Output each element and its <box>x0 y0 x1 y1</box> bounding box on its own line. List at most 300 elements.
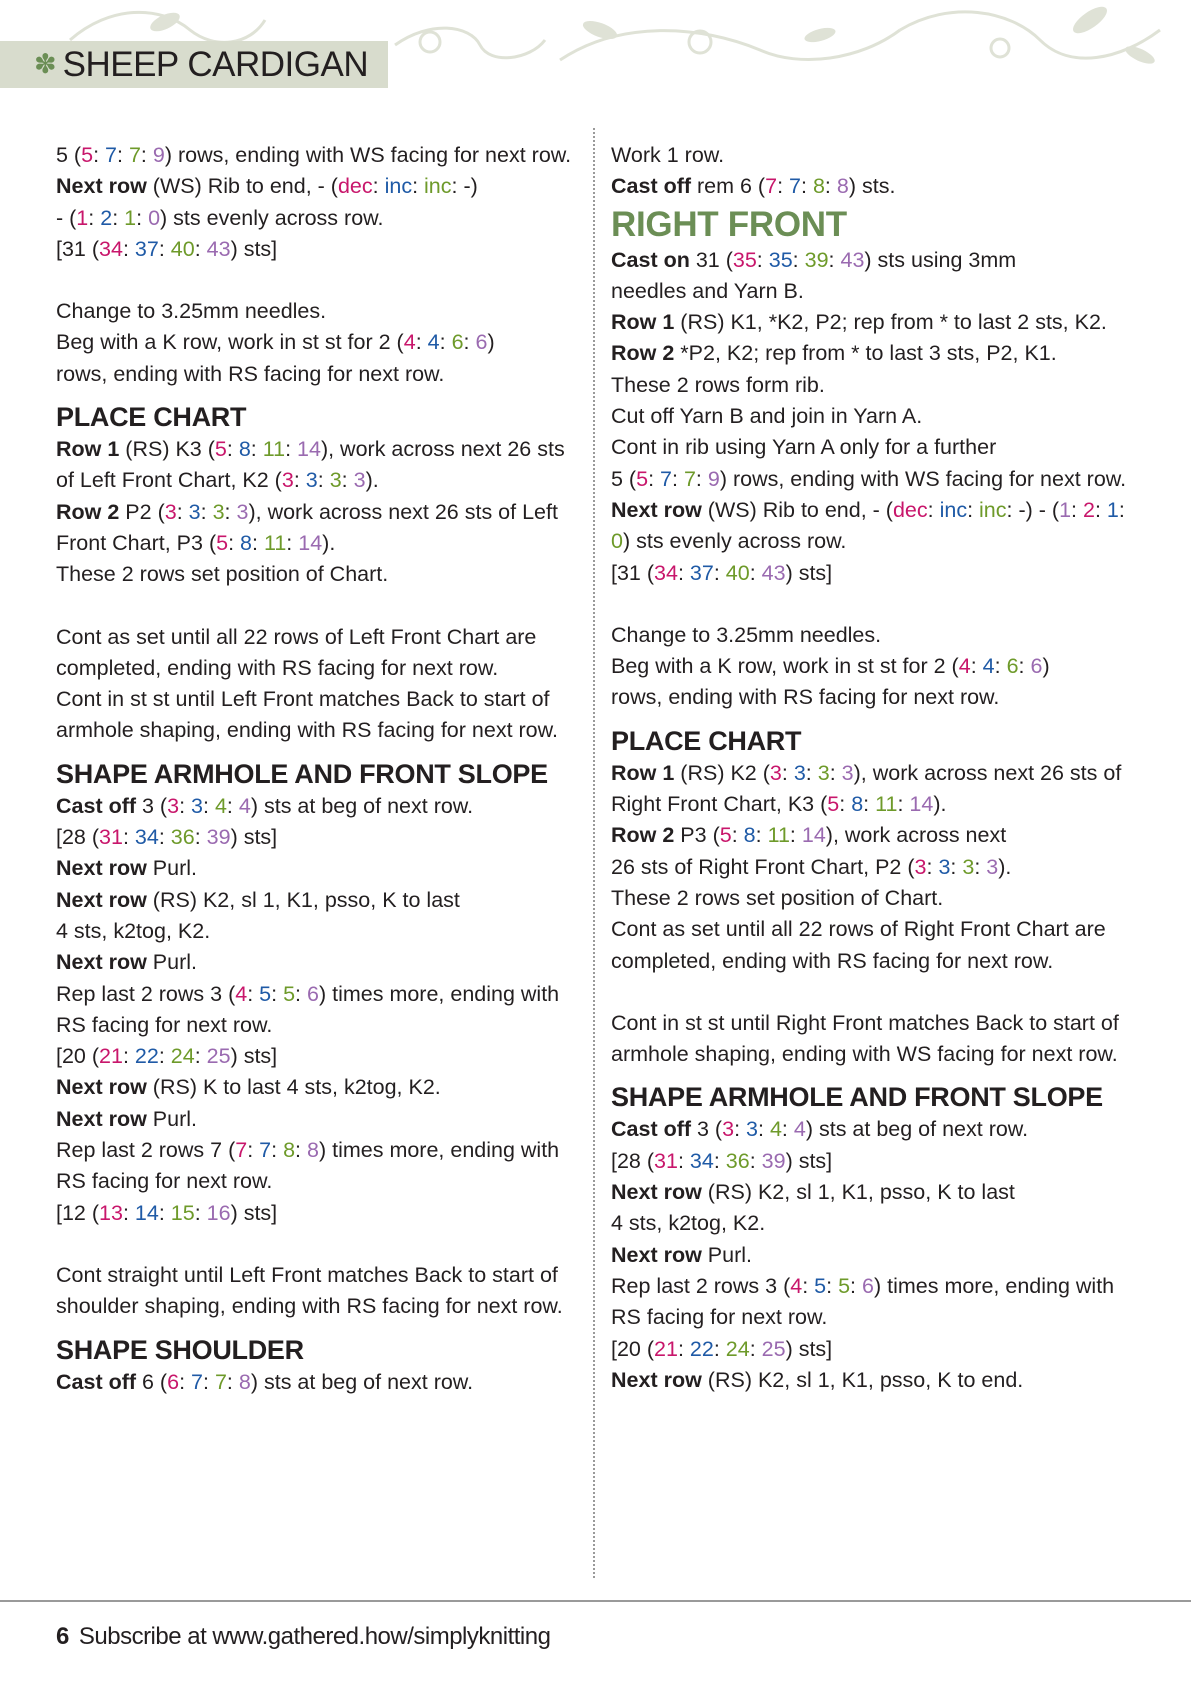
text-segment: Rep last 2 rows 3 ( <box>56 981 236 1006</box>
stitch-count <box>56 1041 576 1072</box>
pattern-line: These 2 rows form rib. <box>611 372 825 397</box>
text-segment: : <box>293 468 306 493</box>
size-value: dec <box>337 174 373 199</box>
pattern-line: Cont in st st until Left Front matches Back to start of armhole shaping, ending with RS facing for next row. <box>56 687 558 743</box>
text-segment: (RS) K3 ( <box>119 437 215 462</box>
size-value: 34 <box>134 825 159 850</box>
text-segment: - ( <box>56 205 77 230</box>
size-value: 36 <box>170 825 195 850</box>
page-title: SHEEP CARDIGAN <box>62 45 369 84</box>
text-segment: : -) - ( <box>1006 497 1060 522</box>
size-value: 14 <box>297 437 321 462</box>
text-segment: ) times more, ending with RS facing for next row. <box>56 981 560 1037</box>
text-segment: : <box>247 981 260 1006</box>
text-segment: ) sts] <box>785 1336 833 1361</box>
size-value: 5 <box>216 530 229 555</box>
text-segment: : <box>122 1200 135 1225</box>
pattern-line: Cont as set until all 22 rows of Right Front Chart are completed, ending with RS facing for next row. <box>611 917 1106 973</box>
footer-rule <box>0 1600 1191 1602</box>
text-segment: : <box>802 1273 815 1298</box>
size-value: 5 <box>636 466 649 491</box>
size-value: 3 <box>164 499 177 524</box>
text-segment: ) sts] <box>230 1044 278 1069</box>
size-value: 9 <box>152 143 165 167</box>
text-segment: : <box>749 1336 762 1361</box>
size-value: 21 <box>654 1336 678 1361</box>
pattern-line <box>56 327 576 358</box>
text-segment: : <box>805 760 818 785</box>
text-segment: : <box>792 247 805 272</box>
text-segment: : <box>285 437 298 462</box>
text-segment: : <box>203 793 215 818</box>
stitch-count <box>56 822 576 853</box>
size-value: 3 <box>305 468 318 493</box>
size-value: 24 <box>725 1336 750 1361</box>
size-value: 6 <box>1030 654 1043 679</box>
size-value: 5 <box>283 981 296 1006</box>
pattern-line <box>611 1271 1141 1334</box>
text-segment: ) sts] <box>230 236 278 261</box>
text-segment: ) sts at beg of next row. <box>250 793 474 818</box>
size-value: 3 <box>986 854 999 879</box>
size-value: 6 <box>167 1369 180 1394</box>
section-heading-right-front: RIGHT FRONT <box>611 204 847 244</box>
text-segment: 5 ( <box>611 466 637 491</box>
size-value: 8 <box>743 823 756 848</box>
size-value: 7 <box>105 143 117 167</box>
size-value: 7 <box>191 1369 203 1394</box>
text-segment: ), work across next 26 sts of Left Front Chart, K2 ( <box>56 437 565 493</box>
text-segment: : <box>93 143 106 167</box>
pattern-line: Next row Purl. <box>56 950 197 975</box>
size-value: 11 <box>263 530 287 555</box>
text-segment: : <box>731 823 744 848</box>
text-segment: ) times more, ending with RS facing for next row. <box>611 1273 1115 1330</box>
text-segment: : <box>970 654 983 679</box>
pattern-line: Cut off Yarn B and join in Yarn A. <box>611 404 923 429</box>
size-value: 4 <box>958 654 971 679</box>
text-segment: [31 ( <box>56 236 100 261</box>
section-heading-shape-shoulder: SHAPE SHOULDER <box>56 1334 304 1365</box>
text-segment: : <box>271 981 284 1006</box>
stitch-count <box>56 234 576 265</box>
section-heading-shape-armhole: SHAPE ARMHOLE AND FRONT SLOPE <box>611 1082 1103 1113</box>
size-value: 3 <box>188 499 201 524</box>
pattern-line: Next row (WS) Rib to end, - (dec: inc: inc: -) - (1: 2: 1: 0) sts evenly across row. <box>611 497 1125 554</box>
size-value: 6 <box>1006 654 1019 679</box>
size-value: 5 <box>827 792 840 817</box>
size-value: 5 <box>81 143 94 167</box>
text-segment: : <box>994 654 1007 679</box>
text-segment: : <box>295 981 307 1006</box>
header-title-bar <box>0 41 388 88</box>
clover-icon: ✽ <box>34 49 57 79</box>
text-segment: 26 sts of Right Front Chart, P2 ( <box>611 854 915 879</box>
size-value: 8 <box>812 174 825 199</box>
text-segment: [20 ( <box>611 1336 655 1361</box>
pattern-line: Change to 3.25mm needles. <box>56 299 327 324</box>
text-segment: ) sts at beg of next row. <box>805 1117 1029 1142</box>
text-segment: : <box>176 499 189 524</box>
text-segment: : <box>756 247 769 272</box>
size-value: 14 <box>801 823 826 848</box>
stitch-count <box>611 1146 1141 1177</box>
text-segment: : <box>112 205 125 230</box>
text-segment: ) sts] <box>230 825 278 850</box>
section-heading-place-chart: PLACE CHART <box>56 402 247 433</box>
size-value: 4 <box>769 1117 782 1142</box>
size-value: 3 <box>212 499 225 524</box>
size-value: 4 <box>427 330 440 355</box>
size-value: 4 <box>793 1117 806 1142</box>
size-value: 37 <box>134 236 159 261</box>
stitch-count <box>611 1334 1141 1365</box>
size-value: 39 <box>804 247 829 272</box>
size-value: 3 <box>329 468 342 493</box>
text-segment: : <box>1118 497 1125 522</box>
text-segment: : <box>713 1336 726 1361</box>
size-value: inc <box>384 174 413 199</box>
text-segment: ). <box>322 530 336 555</box>
size-value: 3 <box>841 760 854 785</box>
text-segment: : <box>88 205 101 230</box>
text-segment: : <box>950 854 963 879</box>
pattern-line: These 2 rows set position of Chart. <box>56 562 389 587</box>
text-segment: Rep last 2 rows 7 ( <box>56 1138 236 1163</box>
text-segment: : <box>829 760 842 785</box>
size-value: 11 <box>262 437 286 462</box>
pattern-line: needles and Yarn B. <box>611 278 804 303</box>
text-segment: : <box>734 1117 747 1142</box>
text-segment: [31 ( <box>611 560 655 585</box>
pattern-line: 4 sts, k2tog, K2. <box>611 1211 766 1236</box>
pattern-line: Next row (RS) K2, sl 1, K1, psso, K to last <box>611 1180 1015 1205</box>
size-value: 3 <box>817 760 830 785</box>
pattern-line: Next row (RS) K2, sl 1, K1, psso, K to last <box>56 887 460 912</box>
text-segment: ) sts at beg of next row. <box>250 1369 474 1394</box>
size-value: 8 <box>238 1369 251 1394</box>
text-segment: : <box>250 437 263 462</box>
size-value: 9 <box>707 466 720 491</box>
pattern-line: rows, ending with RS facing for next row. <box>56 361 445 386</box>
size-value: 3 <box>769 760 782 785</box>
page-number: 6 <box>56 1623 69 1650</box>
text-segment: : <box>412 174 425 199</box>
size-value: 3 <box>914 854 927 879</box>
size-value: 6 <box>475 330 488 355</box>
text-segment: : <box>179 1369 192 1394</box>
text-segment: : <box>247 1138 260 1163</box>
text-segment: : <box>824 174 837 199</box>
size-value: 16 <box>206 1200 231 1225</box>
size-value: 5 <box>719 823 732 848</box>
size-value: 24 <box>170 1044 195 1069</box>
text-segment: : <box>194 825 207 850</box>
size-value: 3 <box>167 793 180 818</box>
pattern-line: Row 1 (RS) K1, *K2, P2; rep from * to last 2 sts, K2. <box>611 310 1107 335</box>
text-segment: : <box>194 1200 207 1225</box>
text-segment: : <box>224 499 237 524</box>
pattern-line <box>611 651 1141 682</box>
size-value: 43 <box>761 560 786 585</box>
size-value: 14 <box>134 1200 159 1225</box>
text-segment: 3 ( <box>691 1117 723 1142</box>
pattern-line: 4 sts, k2tog, K2. <box>56 918 211 943</box>
text-segment: : <box>897 792 910 817</box>
text-segment: ) sts evenly across row. <box>622 529 847 554</box>
size-value: 11 <box>767 823 790 848</box>
size-value: 39 <box>761 1148 786 1173</box>
size-value: 14 <box>298 530 323 555</box>
pattern-line: Change to 3.25mm needles. <box>611 622 882 647</box>
pattern-line: Cast off 6 (6: 7: 7: 8) sts at beg of next row. <box>56 1369 474 1394</box>
text-segment: [28 ( <box>611 1148 655 1173</box>
text-segment: Beg with a K row, work in st st for 2 ( <box>56 330 404 355</box>
text-segment: : <box>828 247 841 272</box>
size-value: 5 <box>814 1273 827 1298</box>
text-segment: : <box>926 854 939 879</box>
size-value: inc <box>939 497 968 522</box>
text-segment: : <box>826 1273 839 1298</box>
text-segment: : <box>122 825 135 850</box>
size-value: 4 <box>214 793 227 818</box>
text-segment: : <box>140 143 153 167</box>
size-value: 39 <box>206 825 231 850</box>
size-value: 35 <box>732 247 757 272</box>
size-value: 40 <box>725 560 750 585</box>
size-value: 8 <box>307 1138 319 1163</box>
size-value: 34 <box>689 1148 714 1173</box>
size-value: 21 <box>99 1044 123 1069</box>
right-column <box>611 140 1141 1396</box>
size-value: 7 <box>235 1138 248 1163</box>
size-value: 3 <box>281 468 294 493</box>
text-segment: : <box>695 466 708 491</box>
size-value: 43 <box>840 247 865 272</box>
size-value: 31 <box>654 1148 678 1173</box>
text-segment: : <box>974 854 987 879</box>
size-value: 11 <box>875 792 898 817</box>
pattern-line: Cast off rem 6 (7: 7: 8: 8) sts. <box>611 174 896 199</box>
size-value: inc <box>979 497 1007 522</box>
text-segment: ), work across next 26 sts of Right Front Chart, K3 ( <box>611 760 1122 817</box>
size-value: 43 <box>206 236 231 261</box>
column-divider <box>593 128 595 1578</box>
text-segment: : <box>781 760 794 785</box>
size-value: 4 <box>403 330 416 355</box>
text-segment: : <box>158 236 171 261</box>
pattern-line: Next row (RS) K2, sl 1, K1, psso, K to end. <box>611 1367 1024 1392</box>
size-value: 7 <box>765 174 778 199</box>
subscribe-link[interactable]: Subscribe at www.gathered.how/simplyknitting <box>78 1623 551 1650</box>
size-value: 3 <box>236 499 249 524</box>
text-segment: (WS) Rib to end, - ( <box>701 497 893 522</box>
size-value: 3 <box>353 468 366 493</box>
stitch-count <box>56 1198 576 1229</box>
text-segment: : <box>967 497 980 522</box>
text-segment: : <box>863 792 876 817</box>
size-value: 2 <box>1082 497 1095 522</box>
section-heading-shape-armhole: SHAPE ARMHOLE AND FRONT SLOPE <box>56 758 548 789</box>
pattern-line: Next row (RS) K to last 4 sts, k2tog, K2. <box>56 1075 441 1100</box>
size-value: 6 <box>862 1273 874 1298</box>
text-segment: [28 ( <box>56 825 100 850</box>
size-value: 8 <box>238 437 251 462</box>
left-column <box>56 140 576 1398</box>
text-segment: : <box>713 560 726 585</box>
section-heading-place-chart: PLACE CHART <box>611 725 802 756</box>
pattern-line: Next row (WS) Rib to end, - (dec: inc: inc: -) <box>56 174 478 199</box>
text-segment: : <box>1071 497 1083 522</box>
text-segment: : <box>295 1138 307 1163</box>
size-value: 2 <box>100 205 113 230</box>
pattern-line: Row 2 P2 (3: 3: 3: 3), work across next 26 sts of Left Front Chart, P3 (5: 8: 11: 14). <box>56 499 558 555</box>
size-value: 7 <box>789 174 801 199</box>
text-segment: : <box>116 143 129 167</box>
text-segment: : <box>777 174 790 199</box>
size-value: 7 <box>128 143 141 167</box>
size-value: 15 <box>170 1200 195 1225</box>
pattern-line <box>56 203 576 234</box>
text-segment: 6 ( <box>136 1369 168 1394</box>
pattern-line: Row 2 *P2, K2; rep from * to last 3 sts, P2, K1. <box>611 341 1057 366</box>
text-segment: ). <box>998 854 1012 879</box>
text-segment: : <box>677 1336 690 1361</box>
size-value: 22 <box>689 1336 714 1361</box>
text-segment: : <box>122 1044 135 1069</box>
text-segment: ) sts] <box>785 1148 833 1173</box>
pattern-line <box>611 464 1141 495</box>
size-value: 8 <box>283 1138 296 1163</box>
text-segment: : <box>463 330 476 355</box>
pattern-line: Row 2 P3 (5: 8: 11: 14), work across next <box>611 823 1007 848</box>
text-segment: : <box>758 1117 770 1142</box>
text-segment: : <box>226 1369 239 1394</box>
text-segment: : <box>789 823 802 848</box>
text-segment: : <box>1094 497 1107 522</box>
pattern-line <box>56 140 576 171</box>
text-segment: ) sts] <box>230 1200 278 1225</box>
text-segment: ), work across next 26 sts of Left Front Chart, P3 ( <box>56 499 558 555</box>
text-segment: ) <box>487 330 495 355</box>
text-segment: P3 ( <box>674 823 720 848</box>
text-segment: : <box>158 1044 171 1069</box>
pattern-line: These 2 rows set position of Chart. <box>611 885 944 910</box>
text-segment: 31 ( <box>689 247 733 272</box>
pattern-line: Work 1 row. <box>611 143 725 167</box>
text-segment: Beg with a K row, work in st st for 2 ( <box>611 654 959 679</box>
size-value: 3 <box>191 793 203 818</box>
size-value: 8 <box>240 530 252 555</box>
size-value: 0 <box>611 529 623 554</box>
text-segment: : <box>317 468 330 493</box>
text-segment: : <box>677 1148 690 1173</box>
text-segment: : <box>252 530 264 555</box>
text-segment: ) times more, ending with RS facing for next row. <box>56 1138 560 1194</box>
size-value: 7 <box>660 466 672 491</box>
text-segment: : <box>341 468 354 493</box>
text-segment: : <box>749 1148 762 1173</box>
pattern-line <box>56 979 576 1042</box>
text-segment: 5 ( <box>56 143 82 167</box>
text-segment: : <box>648 466 661 491</box>
pattern-line: Cont straight until Left Front matches Back to start of shoulder shaping, ending with RS facing for next row. <box>56 1262 563 1319</box>
text-segment: 3 ( <box>136 793 168 818</box>
size-value: 34 <box>99 236 123 261</box>
text-segment: : <box>226 793 239 818</box>
pattern-line: Row 1 (RS) K3 (5: 8: 11: 14), work across next 26 sts of Left Front Chart, K2 (3: 3: 3: 3). <box>56 437 565 493</box>
size-value: 6 <box>307 981 319 1006</box>
size-value: 25 <box>761 1336 786 1361</box>
text-segment: ), work across next <box>825 823 1007 848</box>
text-segment: ) rows, ending with WS facing for next row. <box>164 143 572 167</box>
text-segment: : <box>850 1273 862 1298</box>
pattern-line: Next row Purl. <box>611 1242 752 1267</box>
text-segment: : <box>677 560 690 585</box>
stitch-count <box>611 558 1141 589</box>
size-value: 8 <box>836 174 849 199</box>
size-value: 34 <box>654 560 678 585</box>
size-value: 40 <box>170 236 195 261</box>
footer <box>56 1623 550 1651</box>
pattern-line <box>611 852 1141 883</box>
size-value: 37 <box>689 560 714 585</box>
text-segment: : <box>801 174 813 199</box>
size-value: 25 <box>206 1044 231 1069</box>
pattern-line <box>56 1135 576 1198</box>
text-segment: : <box>200 499 213 524</box>
text-segment: rem 6 ( <box>691 174 766 199</box>
text-segment: ) <box>1042 654 1050 679</box>
text-segment: ) sts] <box>785 560 833 585</box>
size-value: 6 <box>451 330 464 355</box>
text-segment: : <box>158 1200 171 1225</box>
pattern-line: Cast on 31 (35: 35: 39: 43) sts using 3mm <box>611 247 1017 272</box>
text-segment: : <box>194 1044 207 1069</box>
text-segment: : <box>839 792 852 817</box>
pattern-line: Cont in st st until Right Front matches Back to start of armhole shaping, ending with WS facing for next row. <box>611 1010 1119 1067</box>
text-segment: : <box>271 1138 284 1163</box>
text-segment: (WS) Rib to end, - ( <box>146 174 338 199</box>
text-segment: : <box>713 1148 726 1173</box>
text-segment: ) sts using 3mm <box>864 247 1017 272</box>
size-value: 3 <box>938 854 951 879</box>
size-value: 1 <box>1059 497 1072 522</box>
text-segment: ) sts. <box>848 174 896 199</box>
size-value: dec <box>892 497 928 522</box>
size-value: 0 <box>148 205 161 230</box>
size-value: 5 <box>214 437 227 462</box>
pattern-line: Cont in rib using Yarn A only for a further <box>611 435 997 460</box>
size-value: 3 <box>962 854 975 879</box>
size-value: 22 <box>134 1044 159 1069</box>
text-segment: : <box>372 174 385 199</box>
size-value: 31 <box>99 825 123 850</box>
size-value: 36 <box>725 1148 750 1173</box>
pattern-line: Cast off 3 (3: 3: 4: 4) sts at beg of next row. <box>56 793 474 818</box>
pattern-line: Cast off 3 (3: 3: 4: 4) sts at beg of next row. <box>611 1117 1029 1142</box>
text-segment: ). <box>933 792 947 817</box>
text-segment: [20 ( <box>56 1044 100 1069</box>
text-segment: : <box>749 560 762 585</box>
pattern-line: Cont as set until all 22 rows of Left Front Chart are completed, ending with RS facing for next row. <box>56 624 537 680</box>
text-segment: (RS) K2 ( <box>674 760 770 785</box>
pattern-line: Next row Purl. <box>56 1106 197 1131</box>
text-segment: ). <box>365 468 379 493</box>
text-segment: : <box>286 530 299 555</box>
size-value: 35 <box>768 247 793 272</box>
text-segment: : <box>415 330 428 355</box>
